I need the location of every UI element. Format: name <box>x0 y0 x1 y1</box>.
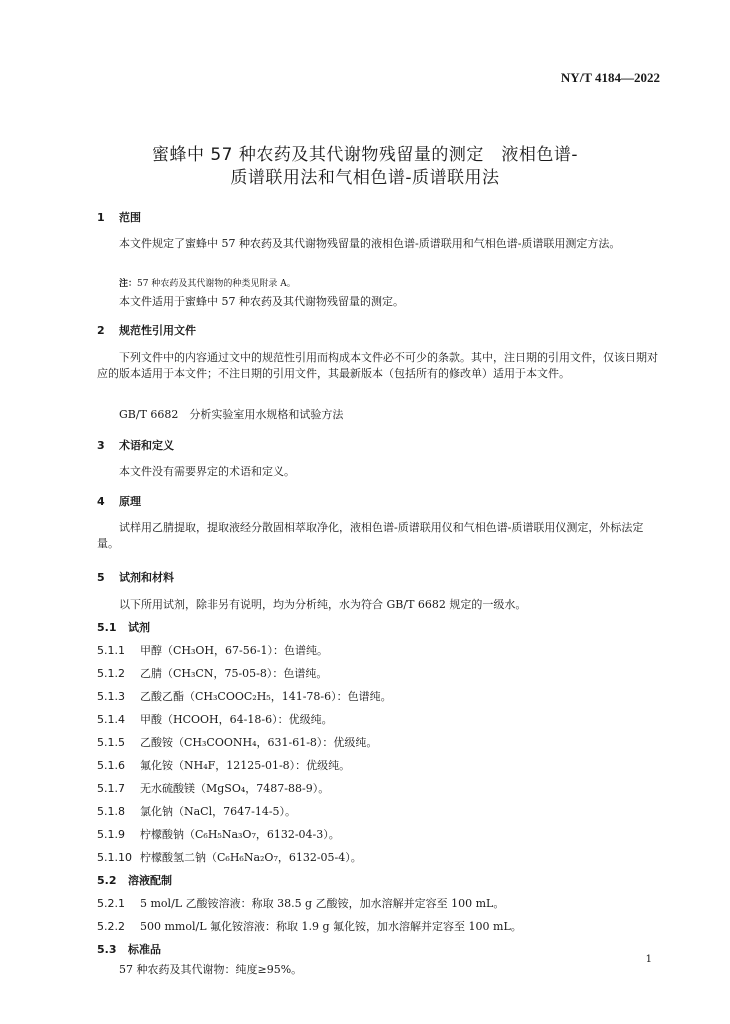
section-5-heading <box>97 570 660 586</box>
subsection-title: 溶液配制 <box>128 874 172 887</box>
standard-code: NY/T 4184—2022 <box>560 70 660 85</box>
item-text: 甲醇（CH₃OH，67-56-1）：色谱纯。 <box>140 644 328 657</box>
subsection-5-3-heading <box>97 942 660 958</box>
item-text: 乙酸乙酯（CH₃COOC₂H₅，141-78-6）：色谱纯。 <box>140 690 392 703</box>
item-number: 5.1.7 <box>97 782 125 795</box>
section-number: 3 <box>97 439 105 452</box>
list-item <box>97 735 660 751</box>
item-number: 5.1.5 <box>97 736 125 749</box>
section-2-paragraph-1: 下列文件中的内容通过文中的规范性引用而构成本文件必不可少的条款。其中，注日期的引用文件，仅该日期对应的版本适用于本文件；不注日期的引用文件，其最新版本（包括所有的修改单）适用于本文件。 <box>97 351 658 380</box>
section-2-heading <box>97 323 660 339</box>
item-number: 5.1.1 <box>97 644 125 657</box>
item-number: 5.1.4 <box>97 713 125 726</box>
section-number: 1 <box>97 211 105 224</box>
section-title: 术语和定义 <box>119 439 174 452</box>
section-1-note <box>97 276 660 292</box>
list-item <box>97 896 660 912</box>
list-item <box>97 827 660 843</box>
subsection-number: 5.3 <box>97 943 117 956</box>
item-number: 5.1.9 <box>97 828 125 841</box>
item-number: 5.2.2 <box>97 920 125 933</box>
list-item <box>97 689 660 705</box>
section-4-heading <box>97 494 660 510</box>
item-number: 5.1.3 <box>97 690 125 703</box>
page-number: 1 <box>645 954 652 965</box>
list-item <box>97 643 660 659</box>
section-number: 2 <box>97 324 105 337</box>
section-4-paragraph-1: 试样用乙腈提取，提取液经分散固相萃取净化，液相色谱-质谱联用仪和气相色谱-质谱联用仪测定，外标法定量。 <box>97 521 644 550</box>
item-text: 5 mol/L 乙酸铵溶液：称取 38.5 g 乙酸铵，加水溶解并定容至 100 mL。 <box>140 897 505 910</box>
item-text: 氯化钠（NaCl，7647-14-5）。 <box>140 805 297 818</box>
subsection-number: 5.1 <box>97 621 117 634</box>
subsection-number: 5.2 <box>97 874 117 887</box>
item-text: 柠檬酸氢二钠（C₆H₆Na₂O₇，6132-05-4）。 <box>140 851 362 864</box>
item-text: 无水硫酸镁（MgSO₄，7487-88-9）。 <box>140 782 330 795</box>
section-1-paragraph-2: 本文件适用于蜜蜂中 57 种农药及其代谢物残留量的测定。 <box>119 295 404 308</box>
section-3-paragraph-1: 本文件没有需要界定的术语和定义。 <box>119 465 295 478</box>
item-number: 5.1.10 <box>97 851 132 864</box>
list-item <box>97 919 660 935</box>
item-text: 氟化铵（NH₄F，12125-01-8）：优级纯。 <box>140 759 351 772</box>
subsection-title: 标准品 <box>128 943 161 956</box>
list-item <box>97 804 660 820</box>
item-text: 柠檬酸钠（C₆H₅Na₃O₇，6132-04-3）。 <box>140 828 340 841</box>
item-text: 500 mmol/L 氟化铵溶液：称取 1.9 g 氟化铵，加水溶解并定容至 100 mL。 <box>140 920 522 933</box>
item-number: 5.2.1 <box>97 897 125 910</box>
section-5-paragraph-1: 以下所用试剂，除非另有说明，均为分析纯，水为符合 GB/T 6682 规定的一级水。 <box>119 598 527 611</box>
subsection-5-2-heading <box>97 873 660 889</box>
note-text: 57 种农药及其代谢物的种类见附录 A。 <box>137 279 296 289</box>
section-3-heading <box>97 438 660 454</box>
list-item <box>97 666 660 682</box>
section-1-paragraph-1: 本文件规定了蜜蜂中 57 种农药及其代谢物残留量的液相色谱-质谱联用和气相色谱-质谱联用测定方法。 <box>119 237 621 250</box>
item-number: 5.1.8 <box>97 805 125 818</box>
list-item <box>97 850 660 866</box>
item-number: 5.1.6 <box>97 759 125 772</box>
doc-title-line2: 质谱联用法和气相色谱-质谱联用法 <box>230 168 500 188</box>
doc-title-line1: 蜜蜂中 57 种农药及其代谢物残留量的测定 液相色谱- <box>151 145 579 165</box>
section-1-heading <box>97 210 660 226</box>
subsection-title: 试剂 <box>128 621 150 634</box>
item-text: 乙酸铵（CH₃COONH₄，631-61-8）：优级纯。 <box>140 736 378 749</box>
list-item <box>97 758 660 774</box>
subsection-5-1-heading <box>97 620 660 636</box>
item-text: 甲酸（HCOOH，64-18-6）：优级纯。 <box>140 713 333 726</box>
section-2-reference: GB/T 6682 分析实验室用水规格和试验方法 <box>119 408 344 421</box>
section-title: 试剂和材料 <box>119 571 174 584</box>
section-number: 5 <box>97 571 105 584</box>
subsection-5-3-paragraph: 57 种农药及其代谢物：纯度≥95%。 <box>119 963 303 976</box>
section-title: 范围 <box>119 211 141 224</box>
list-item <box>97 712 660 728</box>
note-label: 注： <box>119 279 138 289</box>
section-title: 原理 <box>119 495 141 508</box>
item-text: 乙腈（CH₃CN，75-05-8）：色谱纯。 <box>140 667 328 680</box>
item-number: 5.1.2 <box>97 667 125 680</box>
section-number: 4 <box>97 495 105 508</box>
section-title: 规范性引用文件 <box>119 324 196 337</box>
list-item <box>97 781 660 797</box>
